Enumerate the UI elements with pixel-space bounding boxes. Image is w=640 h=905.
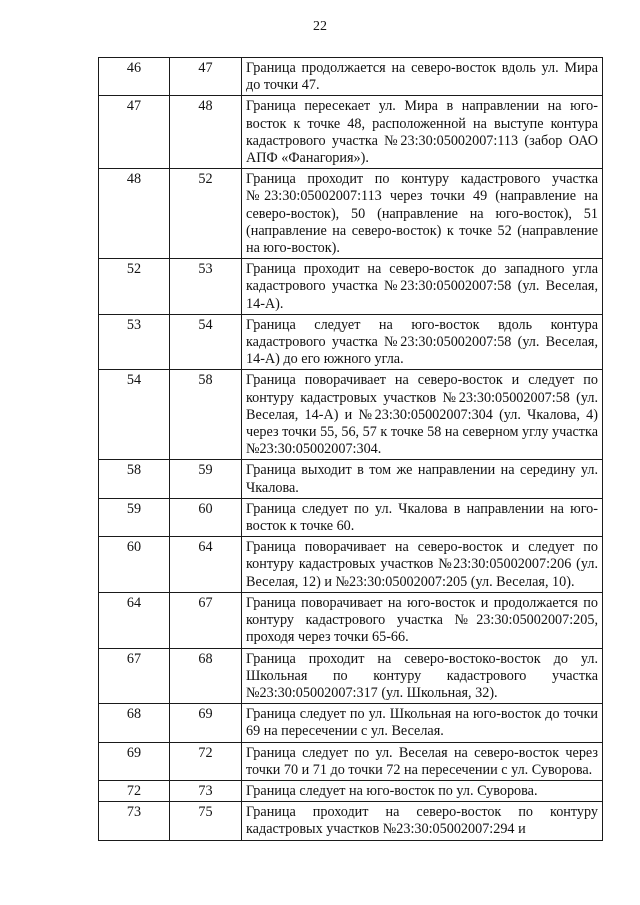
to-point-cell: 67 [170,592,242,648]
to-point-cell: 73 [170,780,242,801]
to-point-cell: 54 [170,314,242,370]
from-point-cell: 54 [99,370,170,460]
description-cell: Граница следует по ул. Чкалова в направлении на юго-восток к точке 60. [242,498,603,536]
to-point-cell: 68 [170,648,242,704]
from-point-cell: 59 [99,498,170,536]
to-point-cell: 53 [170,259,242,315]
description-cell: Граница пересекает ул. Мира в направлении на юго-восток к точке 48, расположенной на выступе контура кадастрового участка №23:30:05002007:113 (забор ОАО АПФ «Фанагория»). [242,96,603,169]
from-point-cell: 53 [99,314,170,370]
description-cell: Граница поворачивает на северо-восток и следует по контуру кадастровых участков №23:30:05002007:206 (ул. Веселая, 12) и №23:30:05002007:205 (ул. Веселая, 10). [242,537,603,593]
to-point-cell: 59 [170,460,242,498]
table-row [99,498,603,536]
to-point-cell: 58 [170,370,242,460]
from-point-cell: 47 [99,96,170,169]
page-number: 22 [313,19,327,34]
table-row [99,802,603,840]
table-row [99,537,603,593]
boundary-description-table [98,57,603,841]
from-point-cell: 52 [99,259,170,315]
table-row [99,592,603,648]
from-point-cell: 67 [99,648,170,704]
to-point-cell: 47 [170,58,242,96]
description-cell: Граница следует по ул. Веселая на северо-восток через точки 70 и 71 до точки 72 на пересечении с ул. Суворова. [242,742,603,780]
description-cell: Граница проходит на северо-востоко-восток до ул. Школьная по контуру кадастрового участка №23:30:05002007:317 (ул. Школьная, 32). [242,648,603,704]
description-cell: Граница следует по ул. Школьная на юго-восток до точки 69 на пересечении с ул. Веселая. [242,704,603,742]
table-row [99,259,603,315]
table-row [99,704,603,742]
description-cell: Граница продолжается на северо-восток вдоль ул. Мира до точки 47. [242,58,603,96]
from-point-cell: 72 [99,780,170,801]
description-cell: Граница поворачивает на юго-восток и продолжается по контуру кадастрового участка №23:30:05002007:205, проходя через точки 65-66. [242,592,603,648]
description-cell: Граница проходит на северо-восток по контуру кадастровых участков №23:30:05002007:294 и [242,802,603,840]
to-point-cell: 75 [170,802,242,840]
from-point-cell: 68 [99,704,170,742]
table-row [99,58,603,96]
from-point-cell: 64 [99,592,170,648]
to-point-cell: 48 [170,96,242,169]
table-row [99,169,603,259]
table-row [99,648,603,704]
description-cell: Граница выходит в том же направлении на середину ул. Чкалова. [242,460,603,498]
table-row [99,370,603,460]
description-cell: Граница проходит на северо-восток до западного угла кадастрового участка №23:30:05002007:58 (ул. Веселая, 14-А). [242,259,603,315]
to-point-cell: 64 [170,537,242,593]
to-point-cell: 60 [170,498,242,536]
description-cell: Граница поворачивает на северо-восток и следует по контуру кадастровых участков №23:30:05002007:58 (ул. Веселая, 14-А) и №23:30:05002007:304 (ул. Чкалова, 4) через точки 55, 56, 57 к точке 58 на северном углу участка №23:30:05002007:304. [242,370,603,460]
description-cell: Граница следует на юго-восток вдоль контура кадастрового участка №23:30:05002007:58 (ул. Веселая, 14-А) до его южного угла. [242,314,603,370]
from-point-cell: 48 [99,169,170,259]
description-cell: Граница проходит по контуру кадастрового участка №23:30:05002007:113 через точки 49 (направление на северо-восток), 50 (направление на юго-восток), 51 (направление на северо-восток) к точке 52 (направление на юго-восток). [242,169,603,259]
from-point-cell: 60 [99,537,170,593]
from-point-cell: 58 [99,460,170,498]
table-row [99,742,603,780]
from-point-cell: 73 [99,802,170,840]
to-point-cell: 52 [170,169,242,259]
table-row [99,314,603,370]
description-cell: Граница следует на юго-восток по ул. Суворова. [242,780,603,801]
table-row [99,780,603,801]
to-point-cell: 69 [170,704,242,742]
table-row [99,460,603,498]
table-row [99,96,603,169]
from-point-cell: 69 [99,742,170,780]
to-point-cell: 72 [170,742,242,780]
from-point-cell: 46 [99,58,170,96]
